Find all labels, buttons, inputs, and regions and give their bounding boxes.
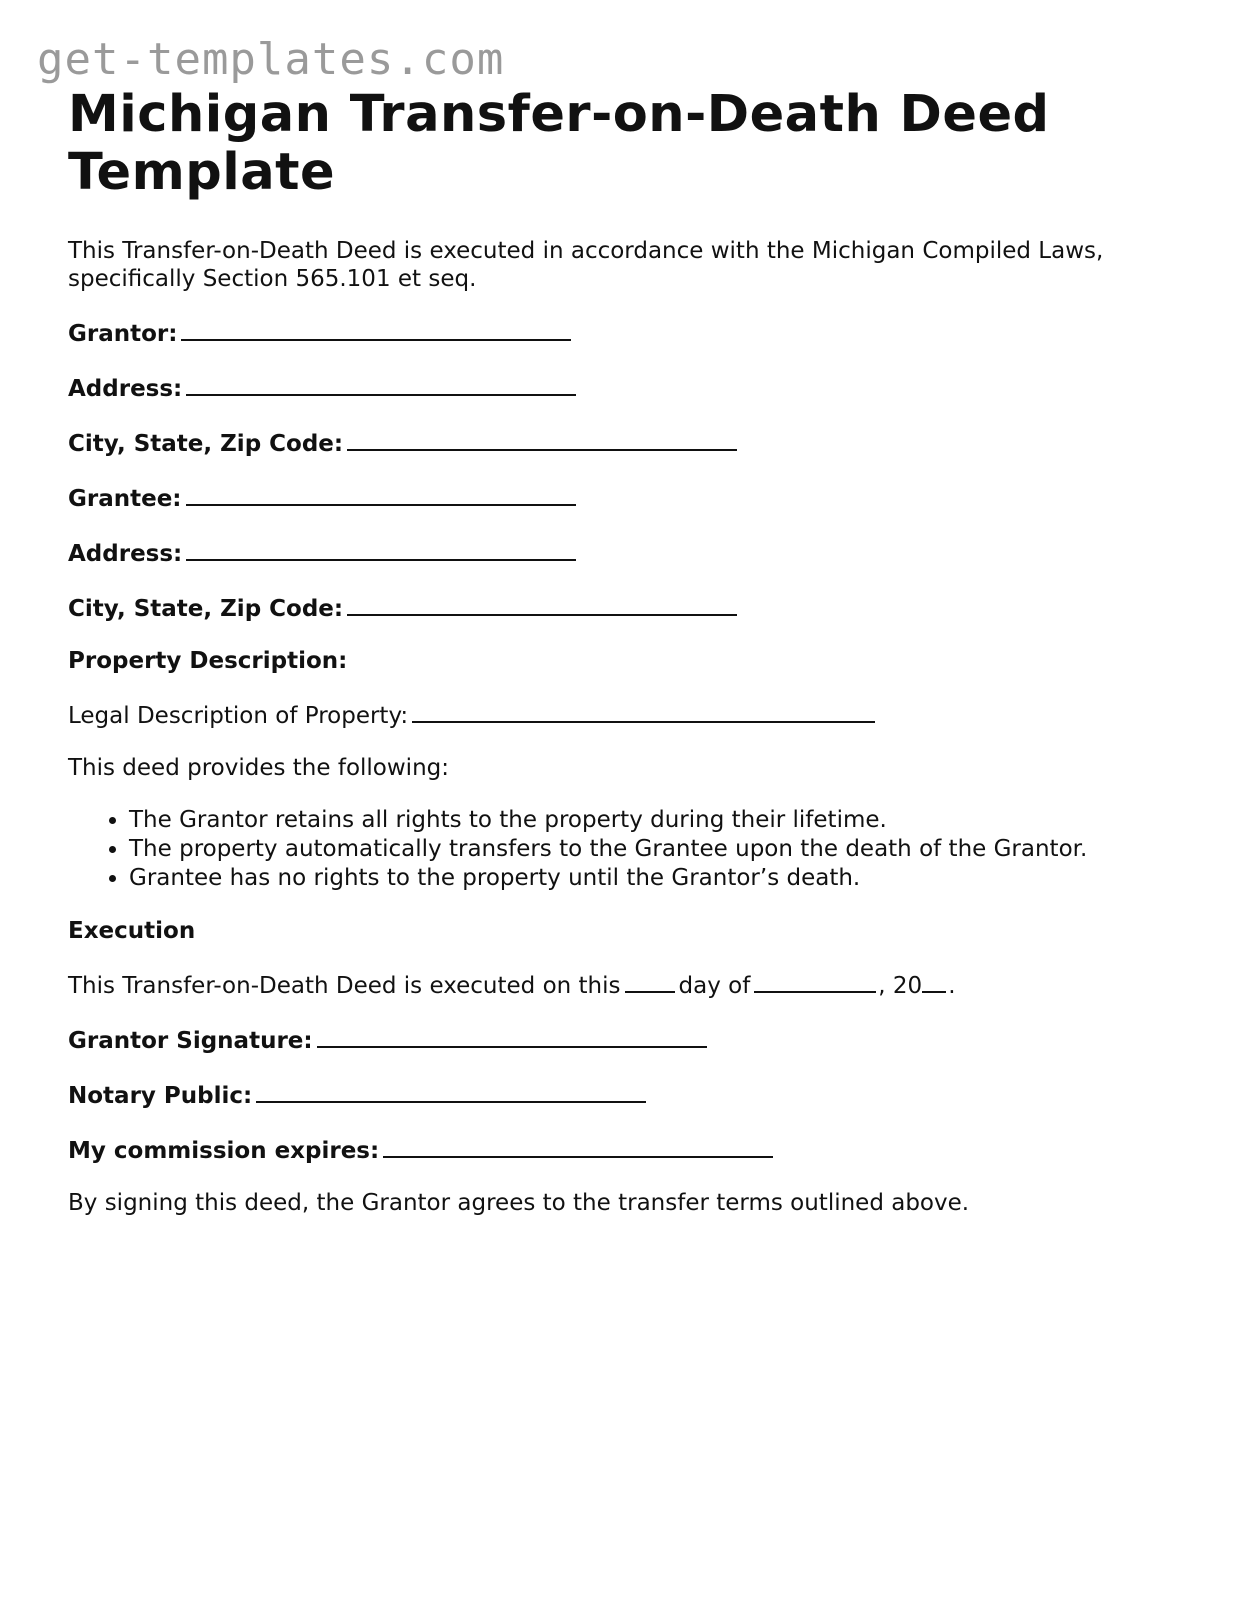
- execution-heading: Execution: [68, 918, 196, 944]
- document-body: [68, 86, 1188, 1217]
- grantor-address-field[interactable]: [68, 372, 1188, 403]
- blank-line[interactable]: [186, 482, 576, 506]
- blank-line[interactable]: [186, 537, 576, 561]
- grantee-address-field[interactable]: [68, 537, 1188, 568]
- blank-line[interactable]: [256, 1079, 646, 1103]
- blank-line[interactable]: [347, 427, 737, 451]
- section-heading: Property Description:: [68, 648, 348, 674]
- list-item: • The property automatically transfers to the Grantee upon the death of the Grantor.: [129, 835, 1188, 864]
- provisions-lead: This deed provides the following:: [68, 755, 449, 781]
- field-label: Address:: [68, 541, 183, 567]
- provisions-list: [68, 806, 1188, 893]
- field-label: Legal Description of Property:: [68, 703, 409, 729]
- field-label: Address:: [68, 376, 183, 402]
- grantor-city-state-zip-field[interactable]: [68, 427, 1188, 458]
- document-title: Michigan Transfer-on-Death Deed Template: [68, 85, 1050, 202]
- blank-line[interactable]: [383, 1134, 773, 1158]
- field-label: City, State, Zip Code:: [68, 596, 344, 622]
- execution-text: .: [948, 973, 956, 999]
- list-item: • The Grantor retains all rights to the property during their lifetime.: [129, 806, 1188, 835]
- intro-paragraph: This Transfer-on-Death Deed is executed in accordance with the Michigan Compiled Laws, specifically Section 565.101 et seq.: [68, 238, 1104, 292]
- field-label: Grantee:: [68, 486, 182, 512]
- field-label: Grantor:: [68, 321, 178, 347]
- blank-line[interactable]: [317, 1024, 707, 1048]
- list-item: • Grantee has no rights to the property until the Grantor’s death.: [129, 864, 1188, 893]
- property-description-heading: [68, 647, 1188, 675]
- execution-date-sentence: [68, 969, 1188, 1000]
- execution-text: , 20: [878, 973, 923, 999]
- closing-statement: By signing this deed, the Grantor agrees to the transfer terms outlined above.: [68, 1190, 970, 1216]
- watermark: get-templates.com: [37, 34, 505, 85]
- blank-line[interactable]: [181, 317, 571, 341]
- legal-description-field[interactable]: [68, 699, 1188, 730]
- execution-text: day of: [678, 973, 751, 999]
- blank-line[interactable]: [412, 699, 875, 723]
- field-label: Notary Public:: [68, 1083, 253, 1109]
- blank-line[interactable]: [347, 592, 737, 616]
- commission-expires-field[interactable]: [68, 1134, 1188, 1165]
- grantor-signature-field[interactable]: [68, 1024, 1188, 1055]
- grantee-name-field[interactable]: [68, 482, 1188, 513]
- year-blank[interactable]: [922, 969, 946, 993]
- day-blank[interactable]: [625, 969, 675, 993]
- field-label: My commission expires:: [68, 1138, 380, 1164]
- month-blank[interactable]: [754, 969, 876, 993]
- field-label: Grantor Signature:: [68, 1028, 313, 1054]
- grantee-city-state-zip-field[interactable]: [68, 592, 1188, 623]
- field-label: City, State, Zip Code:: [68, 431, 344, 457]
- execution-text: This Transfer-on-Death Deed is executed on this: [68, 973, 621, 999]
- blank-line[interactable]: [186, 372, 576, 396]
- grantor-name-field[interactable]: [68, 317, 1188, 348]
- notary-public-field[interactable]: [68, 1079, 1188, 1110]
